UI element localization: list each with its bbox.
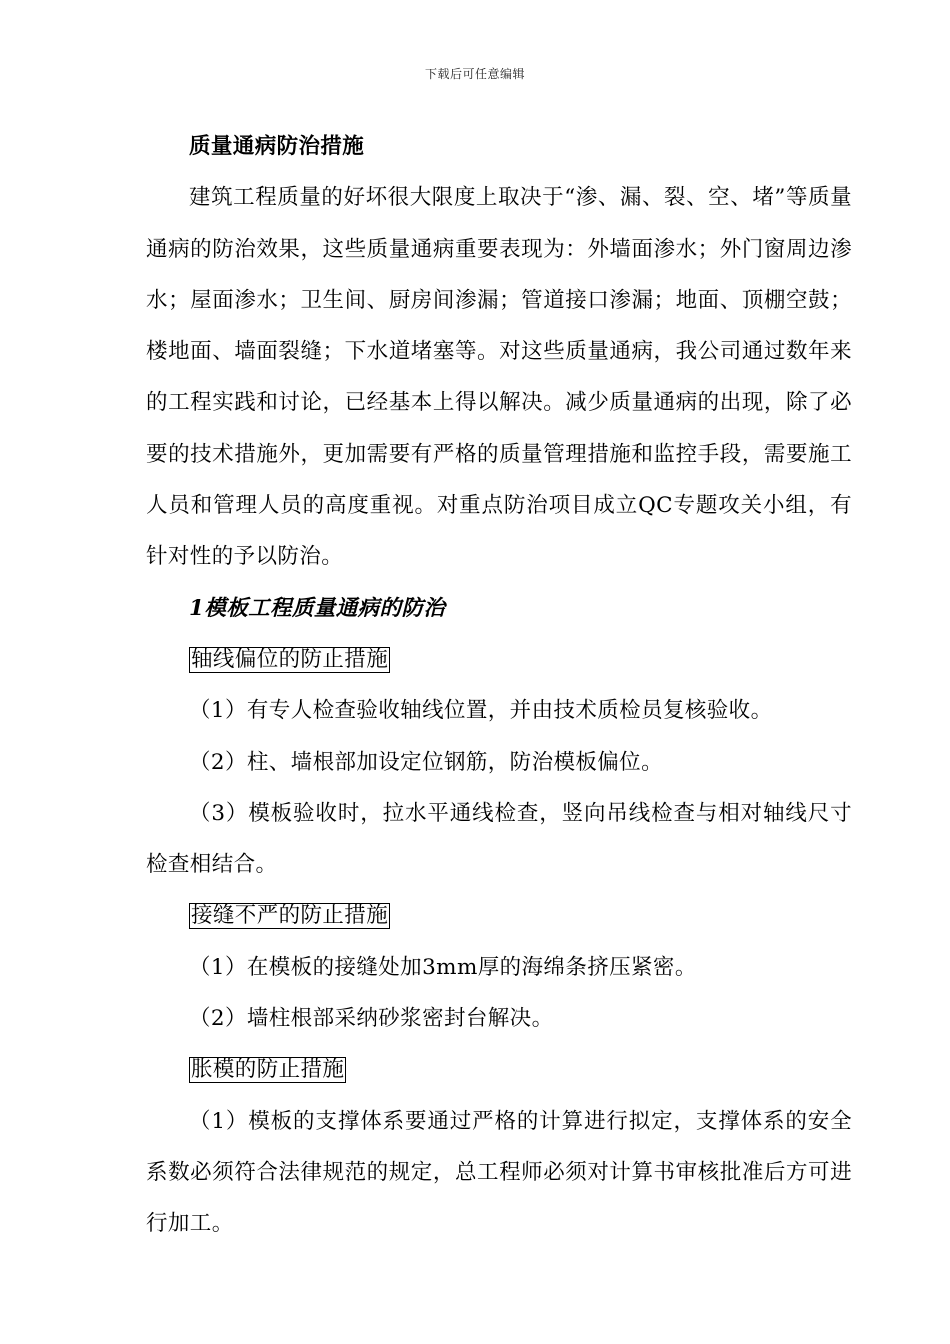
document-body xyxy=(146,121,852,1250)
subsection-heading-bulge xyxy=(146,1044,852,1095)
list-item: （1）在模板的接缝处加3mm厚的海绵条挤压紧密。 xyxy=(189,954,697,980)
document-title: 质量通病防治措施 xyxy=(189,134,365,159)
list-item: （2）柱、墙根部加设定位钢筋，防治模板偏位。 xyxy=(189,749,663,775)
page-header: 下载后可任意编辑 xyxy=(424,67,525,81)
list-item: （3）模板验收时，拉水平通线检查，竖向吊线检查与相对轴线尺寸检查相结合。 xyxy=(146,800,852,878)
section-heading: 1模板工程质量通病的防治 xyxy=(189,595,446,621)
intro-paragraph: 建筑工程质量的好坏很大限度上取决于“渗、漏、裂、空、堵”等质量通病的防治效果，这些质量通病重要表现为：外墙面渗水；外门窗周边渗水；屋面渗水；卫生间、厨房间渗漏；管道接口渗漏；地面、顶棚空鼓；楼地面、墙面裂缝；下水道堵塞等。对这些质量通病，我公司通过数年来的工程实践和讨论，已经基本上得以解决。减少质量通病的出现，除了必要的技术措施外，更加需要有严格的质量管理措施和监控手段，需要施工人员和管理人员的高度重视。对重点防治项目成立QC专题攻关小组，有针对性的予以防治。 xyxy=(146,185,852,570)
subsection-heading-axis xyxy=(146,634,852,685)
list-item: （1）模板的支撑体系要通过严格的计算进行拟定，支撑体系的安全系数必须符合法律规范的规定，总工程师必须对计算书审核批准后方可进行加工。 xyxy=(146,1108,852,1237)
subsection-heading-label: 胀模的防止措施 xyxy=(191,1057,345,1083)
subsection-heading-joint xyxy=(146,890,852,941)
subsection-heading-label: 轴线偏位的防止措施 xyxy=(191,646,389,672)
subsection-heading-label: 接缝不严的防止措施 xyxy=(191,903,389,929)
list-item: （1）有专人检查验收轴线位置，并由技术质检员复核验收。 xyxy=(189,698,773,724)
list-item: （2）墙柱根部采纳砂浆密封台解决。 xyxy=(189,1006,554,1032)
